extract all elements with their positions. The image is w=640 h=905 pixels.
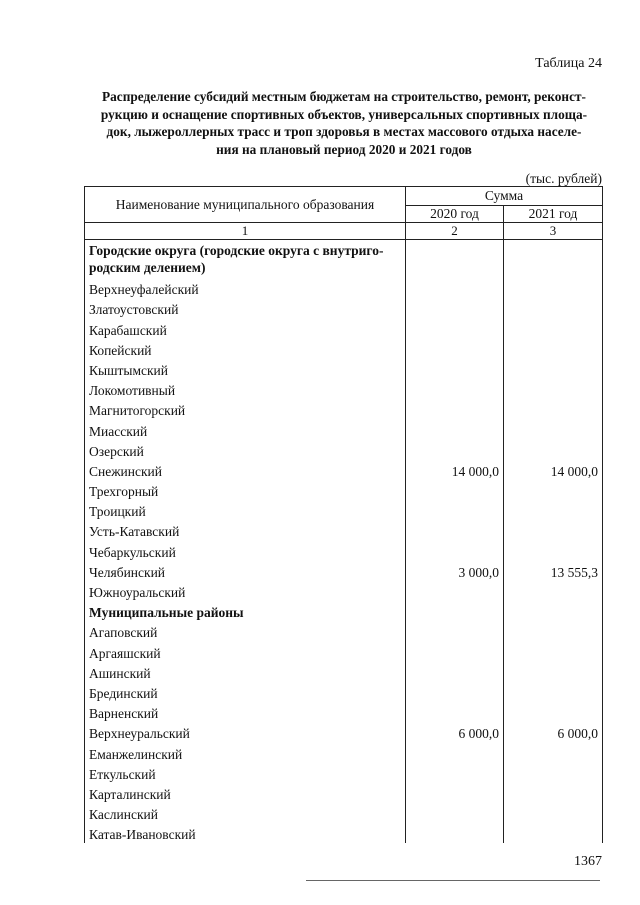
header-year-2020: 2020 год — [406, 206, 504, 223]
title-line: Распределение субсидий местным бюджетам на строительство, ремонт, реконст- — [102, 89, 586, 104]
amount-2021: 13 555,3 — [504, 561, 603, 581]
table-row — [85, 621, 603, 641]
municipality-name: Магнитогорский — [85, 399, 406, 419]
amount-2020 — [406, 803, 504, 823]
table-row — [85, 359, 603, 379]
amount-2021 — [504, 480, 603, 500]
table-row — [85, 339, 603, 359]
municipality-name: Верхнеуфалейский — [85, 278, 406, 298]
municipality-name: Карталинский — [85, 783, 406, 803]
amount-2020 — [406, 540, 504, 560]
header-col-number: 3 — [504, 223, 603, 240]
units-label: (тыс. рублей) — [525, 171, 602, 186]
table-row — [85, 561, 603, 581]
table-row — [85, 480, 603, 500]
table-row — [85, 278, 603, 298]
amount-2020 — [406, 601, 504, 621]
amount-2021 — [504, 621, 603, 641]
municipality-name: Миасский — [85, 419, 406, 439]
municipality-name: Еткульский — [85, 763, 406, 783]
amount-2021 — [504, 298, 603, 318]
amount-2020 — [406, 359, 504, 379]
amount-2020 — [406, 480, 504, 500]
amount-2021 — [504, 278, 603, 298]
municipality-name: Озерский — [85, 440, 406, 460]
table-row — [85, 419, 603, 439]
amount-2021 — [504, 601, 603, 621]
municipality-name: Верхнеуральский — [85, 722, 406, 742]
municipality-name-line: Городские округа (городские округа с внутриго- — [89, 243, 384, 258]
table-row — [85, 722, 603, 742]
amount-2020 — [406, 682, 504, 702]
amount-2021 — [504, 318, 603, 338]
header-year-2021: 2021 год — [504, 206, 603, 223]
table-row — [85, 399, 603, 419]
amount-2020 — [406, 702, 504, 722]
amount-2021 — [504, 581, 603, 601]
header-municipality: Наименование муниципального образования — [85, 187, 406, 223]
title-line: рукцию и оснащение спортивных объектов, универсальных спортивных площа- — [100, 106, 588, 122]
municipality-name: Аргаяшский — [85, 641, 406, 661]
table-header — [85, 187, 603, 240]
municipality-name: Троицкий — [85, 500, 406, 520]
municipality-name: Южноуральский — [85, 581, 406, 601]
amount-2020 — [406, 278, 504, 298]
amount-2020 — [406, 742, 504, 762]
amount-2021 — [504, 742, 603, 762]
amount-2021 — [504, 359, 603, 379]
table-row — [85, 682, 603, 702]
amount-2021 — [504, 339, 603, 359]
amount-2021 — [504, 500, 603, 520]
municipality-name: Копейский — [85, 339, 406, 359]
table-row — [85, 379, 603, 399]
amount-2021 — [504, 240, 603, 279]
table-row — [85, 601, 603, 621]
amount-2021 — [504, 783, 603, 803]
amount-2020 — [406, 379, 504, 399]
amount-2020 — [406, 419, 504, 439]
table-row — [85, 540, 603, 560]
title-line: ния на плановый период 2020 и 2021 годов — [216, 141, 472, 157]
amount-2021 — [504, 702, 603, 722]
table-label: Таблица 24 — [535, 56, 602, 71]
amount-2020 — [406, 339, 504, 359]
municipality-name-line: родским делением) — [89, 260, 206, 275]
amount-2020: 3 000,0 — [406, 561, 504, 581]
amount-2020 — [406, 581, 504, 601]
amount-2021 — [504, 379, 603, 399]
table-row — [85, 318, 603, 338]
amount-2020 — [406, 621, 504, 641]
amount-2021 — [504, 763, 603, 783]
municipality-name: Чебаркульский — [85, 540, 406, 560]
table-row — [85, 440, 603, 460]
amount-2021 — [504, 641, 603, 661]
subsidy-table — [84, 186, 603, 843]
amount-2021: 6 000,0 — [504, 722, 603, 742]
title-line: док, лыжероллерных трасс и троп здоровья в местах массового отдыха населе- — [106, 124, 582, 139]
amount-2020 — [406, 500, 504, 520]
table-row — [85, 641, 603, 661]
amount-2020: 6 000,0 — [406, 722, 504, 742]
amount-2021 — [504, 682, 603, 702]
table-row — [85, 662, 603, 682]
municipality-name: Златоустовский — [85, 298, 406, 318]
page-number: 1367 — [574, 854, 602, 869]
amount-2020 — [406, 763, 504, 783]
table-row — [85, 742, 603, 762]
table-row — [85, 581, 603, 601]
municipality-name: Катав-Ивановский — [85, 823, 406, 843]
amount-2020 — [406, 783, 504, 803]
footer-divider — [306, 880, 600, 881]
municipality-name: Муниципальные районы — [85, 601, 406, 621]
header-col-number: 1 — [85, 223, 406, 240]
table-row — [85, 500, 603, 520]
municipality-name: Карабашский — [85, 318, 406, 338]
amount-2021: 14 000,0 — [504, 460, 603, 480]
amount-2021 — [504, 440, 603, 460]
amount-2020 — [406, 440, 504, 460]
table-row — [85, 702, 603, 722]
document-title — [84, 88, 604, 158]
header-sum: Сумма — [406, 187, 603, 206]
table-body — [85, 240, 603, 844]
amount-2021 — [504, 662, 603, 682]
table-row — [85, 240, 603, 279]
header-col-number: 2 — [406, 223, 504, 240]
table-row — [85, 803, 603, 823]
municipality-name: Усть-Катавский — [85, 520, 406, 540]
municipality-name: Агаповский — [85, 621, 406, 641]
municipality-name: Снежинский — [85, 460, 406, 480]
municipality-name: Варненский — [85, 702, 406, 722]
amount-2020 — [406, 399, 504, 419]
amount-2020 — [406, 823, 504, 843]
amount-2021 — [504, 803, 603, 823]
amount-2020 — [406, 520, 504, 540]
amount-2020 — [406, 641, 504, 661]
municipality-name: Челябинский — [85, 561, 406, 581]
table-row — [85, 783, 603, 803]
amount-2020 — [406, 662, 504, 682]
amount-2020 — [406, 240, 504, 279]
amount-2020 — [406, 318, 504, 338]
table-row — [85, 763, 603, 783]
municipality-name: Брединский — [85, 682, 406, 702]
table-row — [85, 823, 603, 843]
municipality-name — [85, 240, 406, 279]
amount-2021 — [504, 419, 603, 439]
table-row — [85, 520, 603, 540]
municipality-name: Кыштымский — [85, 359, 406, 379]
amount-2021 — [504, 399, 603, 419]
municipality-name: Каслинский — [85, 803, 406, 823]
amount-2020: 14 000,0 — [406, 460, 504, 480]
municipality-name: Еманжелинский — [85, 742, 406, 762]
amount-2021 — [504, 520, 603, 540]
amount-2021 — [504, 540, 603, 560]
municipality-name: Трехгорный — [85, 480, 406, 500]
table-row — [85, 460, 603, 480]
table-row — [85, 298, 603, 318]
municipality-name: Ашинский — [85, 662, 406, 682]
amount-2021 — [504, 823, 603, 843]
amount-2020 — [406, 298, 504, 318]
municipality-name: Локомотивный — [85, 379, 406, 399]
